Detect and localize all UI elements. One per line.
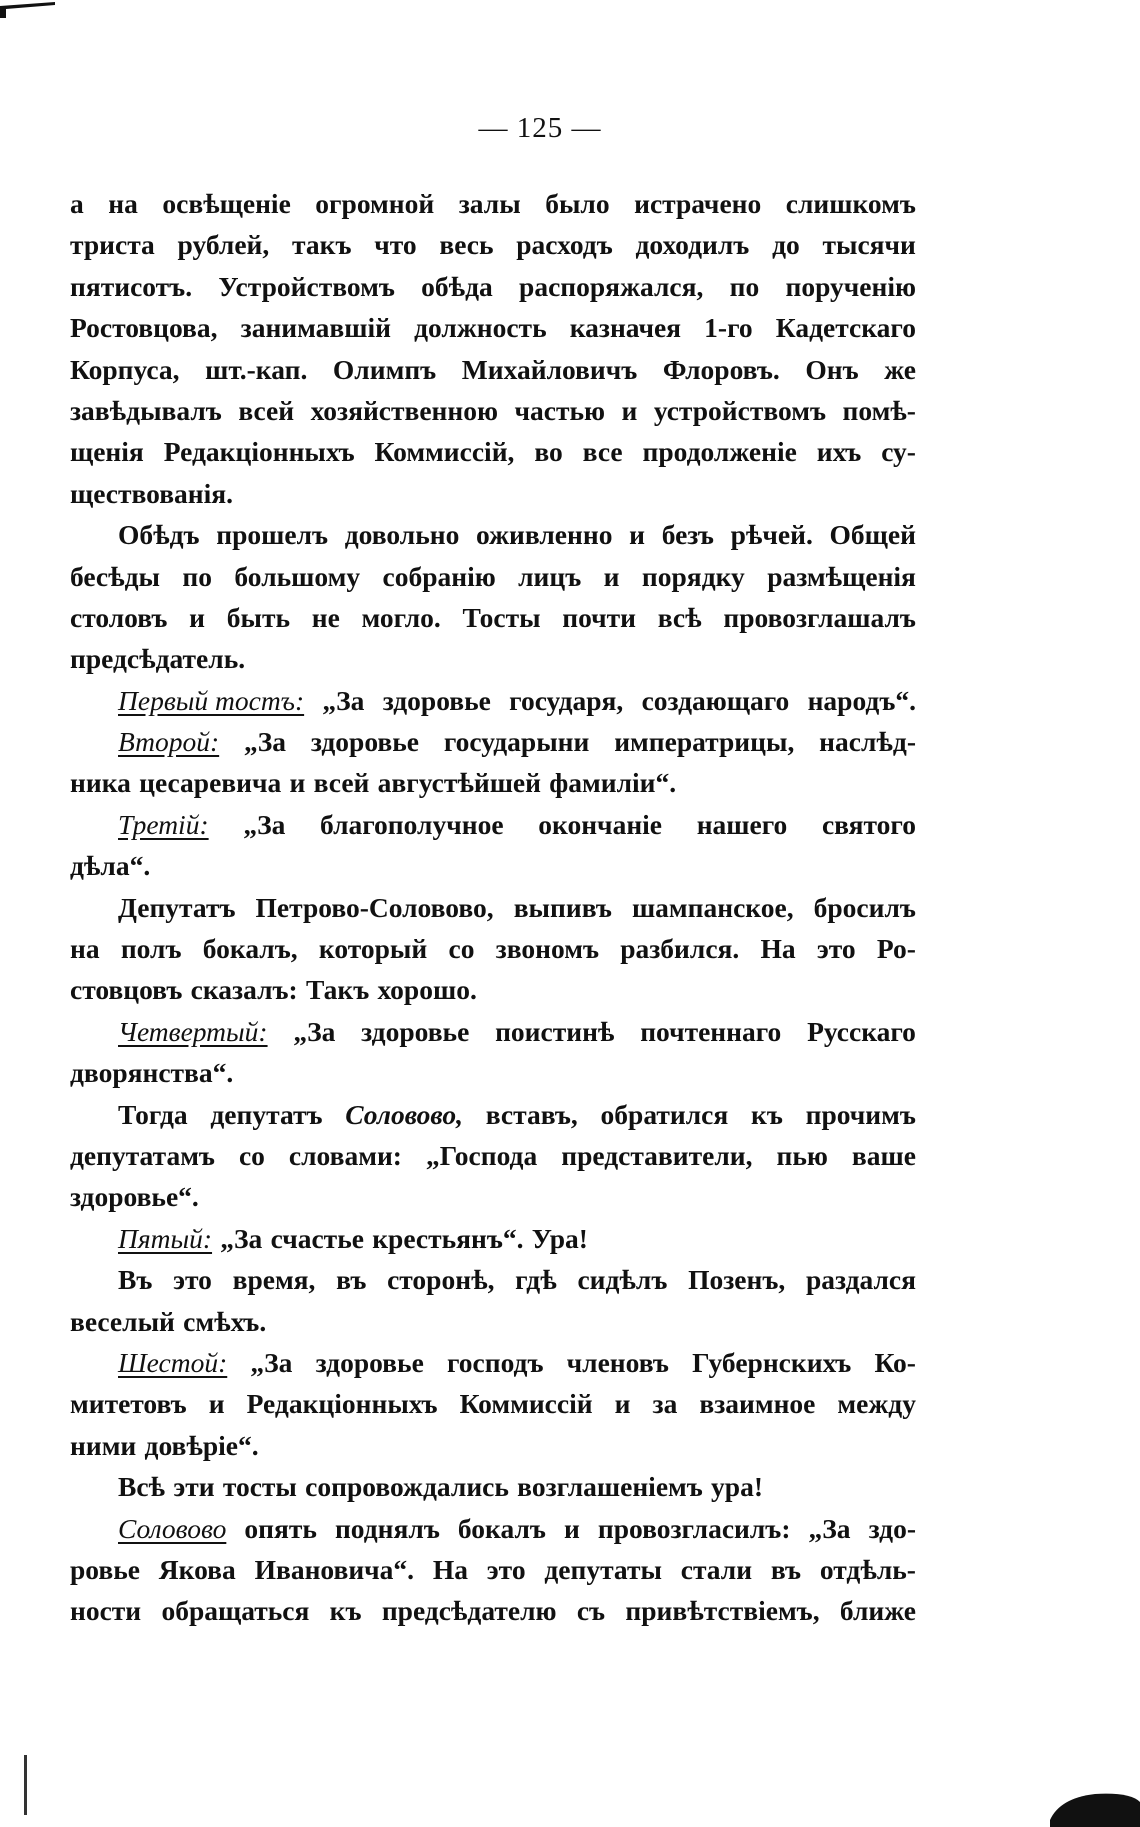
word: Кадетскаго: [775, 312, 916, 344]
word: Ко-: [874, 1346, 916, 1378]
word: Депутатъ: [118, 891, 236, 923]
word: столовъ: [70, 601, 168, 633]
word: Коммиссій,: [374, 436, 515, 468]
word: здоровье“.: [70, 1181, 199, 1213]
word: а: [70, 188, 84, 219]
word: весь: [439, 229, 494, 261]
word: Ростовцова,: [70, 312, 218, 344]
speaker-label: Пятый:: [118, 1222, 213, 1254]
page-number: — 125 —: [478, 112, 602, 144]
word: же: [884, 353, 916, 385]
word: рублей,: [177, 229, 270, 261]
word: взаимное: [699, 1388, 816, 1420]
scan-left-margin-mark: [22, 1755, 30, 1815]
word: что: [374, 229, 417, 261]
word: рѣчей.: [730, 519, 813, 551]
text-line: [70, 1388, 916, 1429]
word: по: [182, 560, 213, 592]
word: 1-го: [704, 312, 753, 344]
word: все: [582, 436, 623, 468]
word: Обѣдъ: [118, 519, 200, 551]
word: всѣ: [657, 601, 702, 633]
word: въ: [336, 1264, 367, 1296]
speaker-label: Первый тостъ:: [118, 684, 305, 716]
word: устройствомъ: [653, 394, 827, 426]
word: стовцовъ: [70, 974, 183, 1006]
text-line: [70, 519, 916, 560]
word: Тосты: [462, 601, 541, 633]
text-line: [70, 188, 916, 229]
text-line: [70, 1057, 916, 1098]
text-line: [70, 1306, 916, 1347]
word: доходилъ: [635, 229, 750, 261]
word: и: [208, 1388, 225, 1420]
text-line: [70, 809, 916, 850]
word: Онъ: [805, 353, 859, 385]
word: сторонѣ,: [387, 1264, 495, 1296]
word: обращаться: [161, 1595, 310, 1627]
text-line: [70, 1181, 916, 1222]
word: со: [448, 933, 475, 965]
word: Такъ: [305, 974, 370, 1006]
word: сказалъ:: [190, 974, 298, 1006]
word: между: [837, 1388, 916, 1420]
word: и: [629, 519, 645, 551]
word: занимавшій: [240, 312, 391, 344]
word: Редакціонныхъ: [246, 1388, 438, 1420]
word: Всѣ: [118, 1471, 166, 1503]
word: провозглашалъ: [723, 601, 916, 633]
word: довѣріе“.: [144, 1429, 259, 1461]
word: собранію: [382, 560, 496, 592]
text-line: [70, 1347, 916, 1388]
word: ними: [70, 1429, 137, 1461]
word: су-: [881, 436, 916, 468]
word: эти: [173, 1471, 215, 1503]
word: порученію: [785, 270, 916, 302]
word: Петрово-Соловово,: [255, 891, 494, 923]
word: „За: [808, 1512, 851, 1544]
word: дворянства“.: [70, 1057, 234, 1089]
word: поднялъ: [334, 1512, 440, 1544]
text-line: [70, 1099, 916, 1140]
word: ности: [70, 1595, 142, 1627]
text-line: [70, 312, 916, 353]
word: время,: [232, 1264, 316, 1296]
word: ника: [70, 767, 131, 799]
word: здоровье: [361, 1015, 470, 1047]
word: звономъ: [495, 933, 599, 965]
word: оживленно: [476, 519, 613, 551]
word: распоряжался,: [519, 270, 704, 302]
word: во: [534, 436, 563, 468]
speaker-label: Соловово: [118, 1512, 227, 1544]
text-line: [70, 1471, 916, 1512]
word: сопровождались: [305, 1471, 509, 1503]
word: Позенъ,: [688, 1264, 786, 1296]
word: членовъ: [566, 1346, 669, 1378]
word: августѣйшей: [377, 767, 541, 799]
word: истрачено: [634, 188, 762, 219]
word: „Господа: [425, 1139, 538, 1171]
word: государыни: [443, 726, 590, 758]
word: и: [614, 1388, 631, 1420]
word: депутатамъ: [70, 1139, 215, 1171]
text-line: [70, 561, 916, 602]
word: Ро-: [876, 933, 916, 965]
word: къ: [750, 1098, 783, 1130]
word: не: [311, 601, 340, 633]
word: размѣщенія: [767, 560, 916, 592]
word: на: [70, 933, 100, 965]
word: быть: [226, 601, 291, 633]
word: наслѣд-: [819, 726, 916, 758]
word: расходъ: [516, 229, 613, 261]
speaker-label: Третій:: [118, 808, 209, 840]
word: огромной: [315, 188, 435, 219]
word: Якова: [158, 1553, 236, 1585]
word: сидѣлъ: [577, 1264, 668, 1296]
word: Тогда: [118, 1098, 188, 1130]
word: прочимъ: [805, 1098, 916, 1130]
word: почти: [562, 601, 637, 633]
word: пятисотъ.: [70, 270, 193, 302]
text-line: [70, 892, 916, 933]
text-line: [70, 478, 916, 519]
word: казначея: [569, 312, 682, 344]
text-line: [70, 726, 916, 767]
speaker-label: Четвертый:: [118, 1015, 268, 1047]
word: предсѣдателю: [381, 1595, 557, 1627]
word: продолженіе: [642, 436, 797, 468]
word: слишкомъ: [785, 188, 916, 219]
word: отдѣль-: [819, 1553, 916, 1585]
word: ихъ: [816, 436, 862, 468]
word: освѣщеніе: [162, 188, 291, 219]
word: могло.: [361, 601, 441, 633]
word: это: [486, 1553, 526, 1585]
word: бокалъ: [457, 1512, 546, 1544]
text-line: [70, 1140, 916, 1181]
word: крестьянъ“.: [372, 1222, 524, 1254]
word: здоровье: [315, 1346, 424, 1378]
word: за: [652, 1388, 678, 1420]
word: Ура!: [531, 1222, 588, 1254]
text-line: [70, 602, 916, 643]
word: порядку: [641, 560, 745, 592]
word: Ивановича“.: [254, 1553, 415, 1585]
word: „За: [243, 726, 286, 758]
word: шт.-кап.: [205, 353, 308, 385]
text-line: [70, 1595, 916, 1636]
word: На: [432, 1553, 468, 1585]
word: ществованія.: [70, 477, 234, 509]
word: цесаревича: [139, 767, 282, 799]
word: Устройствомъ: [218, 270, 395, 302]
word: триста: [70, 229, 155, 261]
word: господъ: [446, 1346, 544, 1378]
word: шампанское,: [631, 891, 794, 923]
word: завѣдывалъ: [70, 394, 222, 426]
word: благополучное: [320, 808, 504, 840]
word: поистинѣ: [495, 1015, 615, 1047]
word: полъ: [120, 933, 182, 965]
word: вставъ,: [485, 1098, 578, 1130]
word: ваше: [851, 1139, 916, 1171]
word: и: [603, 560, 620, 592]
word: Олимпъ: [332, 353, 437, 385]
word: всей: [238, 394, 295, 426]
word: „За: [322, 684, 365, 716]
word: фамиліи“.: [549, 767, 677, 799]
word: императрицы,: [614, 726, 795, 758]
word: большому: [234, 560, 361, 592]
word: пью: [776, 1139, 828, 1171]
word: здо-: [868, 1512, 916, 1544]
word: ровье: [70, 1553, 140, 1585]
word: опять: [244, 1512, 317, 1544]
text-line: [70, 1264, 916, 1305]
word: было: [545, 188, 610, 219]
text-line: [70, 933, 916, 974]
text-line: [70, 354, 916, 395]
text-line: [70, 1223, 916, 1264]
word: щенія: [70, 436, 144, 468]
word: и: [621, 394, 638, 426]
text-line: [70, 850, 916, 891]
word: который: [318, 933, 428, 965]
word: съ: [576, 1595, 606, 1627]
word: выпивъ: [513, 891, 612, 923]
word: нашего: [696, 808, 788, 840]
word: хорошо.: [377, 974, 477, 1006]
word: привѣтствіемъ,: [625, 1595, 820, 1627]
word: дѣла“.: [70, 850, 151, 882]
word: лицъ: [518, 560, 582, 592]
word: возглашеніемъ: [517, 1471, 703, 1503]
word: бокалъ,: [202, 933, 298, 965]
word: веселый: [70, 1305, 175, 1337]
word: „За: [243, 808, 286, 840]
word: частью: [514, 394, 606, 426]
word: стали: [680, 1553, 753, 1585]
text-line: [70, 974, 916, 1015]
word: хозяйственною: [310, 394, 499, 426]
word: здоровье: [382, 684, 491, 716]
word: разбился.: [620, 933, 740, 965]
word: Редакціонныхъ: [163, 436, 355, 468]
word: счастье: [270, 1222, 364, 1254]
word: словами:: [288, 1139, 402, 1171]
word: депутаты: [544, 1553, 662, 1585]
word: митетовъ: [70, 1388, 187, 1420]
word: обѣда: [421, 270, 493, 302]
text-line: [70, 229, 916, 270]
word: бесѣды: [70, 560, 161, 592]
word: помѣ-: [842, 394, 916, 426]
text-line: [70, 436, 916, 477]
word: провозгласилъ:: [597, 1512, 791, 1544]
word: Флоровъ.: [662, 353, 780, 385]
word: гдѣ: [515, 1264, 557, 1296]
word: создающаго: [641, 684, 790, 716]
word: Русскаго: [807, 1015, 916, 1047]
text-line: [70, 643, 916, 684]
word: обратился: [600, 1098, 729, 1130]
word: представители,: [561, 1139, 753, 1171]
body-text: [70, 188, 916, 1637]
word: тысячи: [822, 229, 916, 261]
word: это: [816, 933, 856, 965]
word: и: [189, 601, 206, 633]
text-line: [70, 685, 916, 726]
word: депутатъ: [210, 1098, 323, 1130]
word: раздался: [805, 1264, 916, 1296]
word: тосты: [222, 1471, 297, 1503]
word: Губернскихъ: [692, 1346, 852, 1378]
text-line: [70, 1554, 916, 1595]
word: прошелъ: [216, 519, 329, 551]
word: почтеннаго: [640, 1015, 782, 1047]
word: безъ: [661, 519, 714, 551]
word: должность: [414, 312, 547, 344]
speaker-label: Второй:: [118, 726, 220, 758]
word: „За: [220, 1222, 263, 1254]
word: Михайловичъ: [461, 353, 638, 385]
word: предсѣдатель.: [70, 643, 246, 675]
word: и: [563, 1512, 580, 1544]
word: святого: [821, 808, 916, 840]
word: „За: [250, 1346, 293, 1378]
word: Корпуса,: [70, 353, 180, 385]
word: бросилъ: [813, 891, 916, 923]
scan-edge-blot: [1050, 1780, 1140, 1827]
word: въ: [770, 1553, 802, 1585]
word: ближе: [839, 1595, 916, 1627]
word: Коммиссій: [459, 1388, 593, 1420]
scan-corner-mark: [0, 0, 60, 20]
word: здоровье: [310, 726, 420, 758]
text-line: [70, 1513, 916, 1554]
word: народъ“.: [807, 684, 916, 716]
word: довольно: [344, 519, 460, 551]
word: окончаніе: [538, 808, 663, 840]
text-line: [70, 271, 916, 312]
word: ура!: [711, 1471, 763, 1503]
word: государя,: [509, 684, 624, 716]
text-line: [70, 395, 916, 436]
word: къ: [329, 1595, 362, 1627]
word: по: [729, 270, 760, 302]
word: это: [173, 1264, 212, 1296]
word: со: [238, 1139, 265, 1171]
text-line: [70, 1430, 916, 1471]
word: такъ: [292, 229, 352, 261]
text-line: [70, 767, 916, 808]
word: на: [108, 188, 138, 219]
word: залы: [458, 188, 521, 219]
text-line: [70, 1016, 916, 1057]
word: всей: [313, 767, 370, 799]
word: Соловово,: [345, 1098, 463, 1130]
word: и: [289, 767, 306, 799]
word: „За: [293, 1015, 336, 1047]
word: Общей: [829, 519, 916, 551]
word: смѣхъ.: [183, 1305, 267, 1337]
word: На: [760, 933, 796, 965]
word: до: [772, 229, 800, 261]
word: Въ: [118, 1264, 153, 1296]
speaker-label: Шестой:: [118, 1346, 228, 1378]
